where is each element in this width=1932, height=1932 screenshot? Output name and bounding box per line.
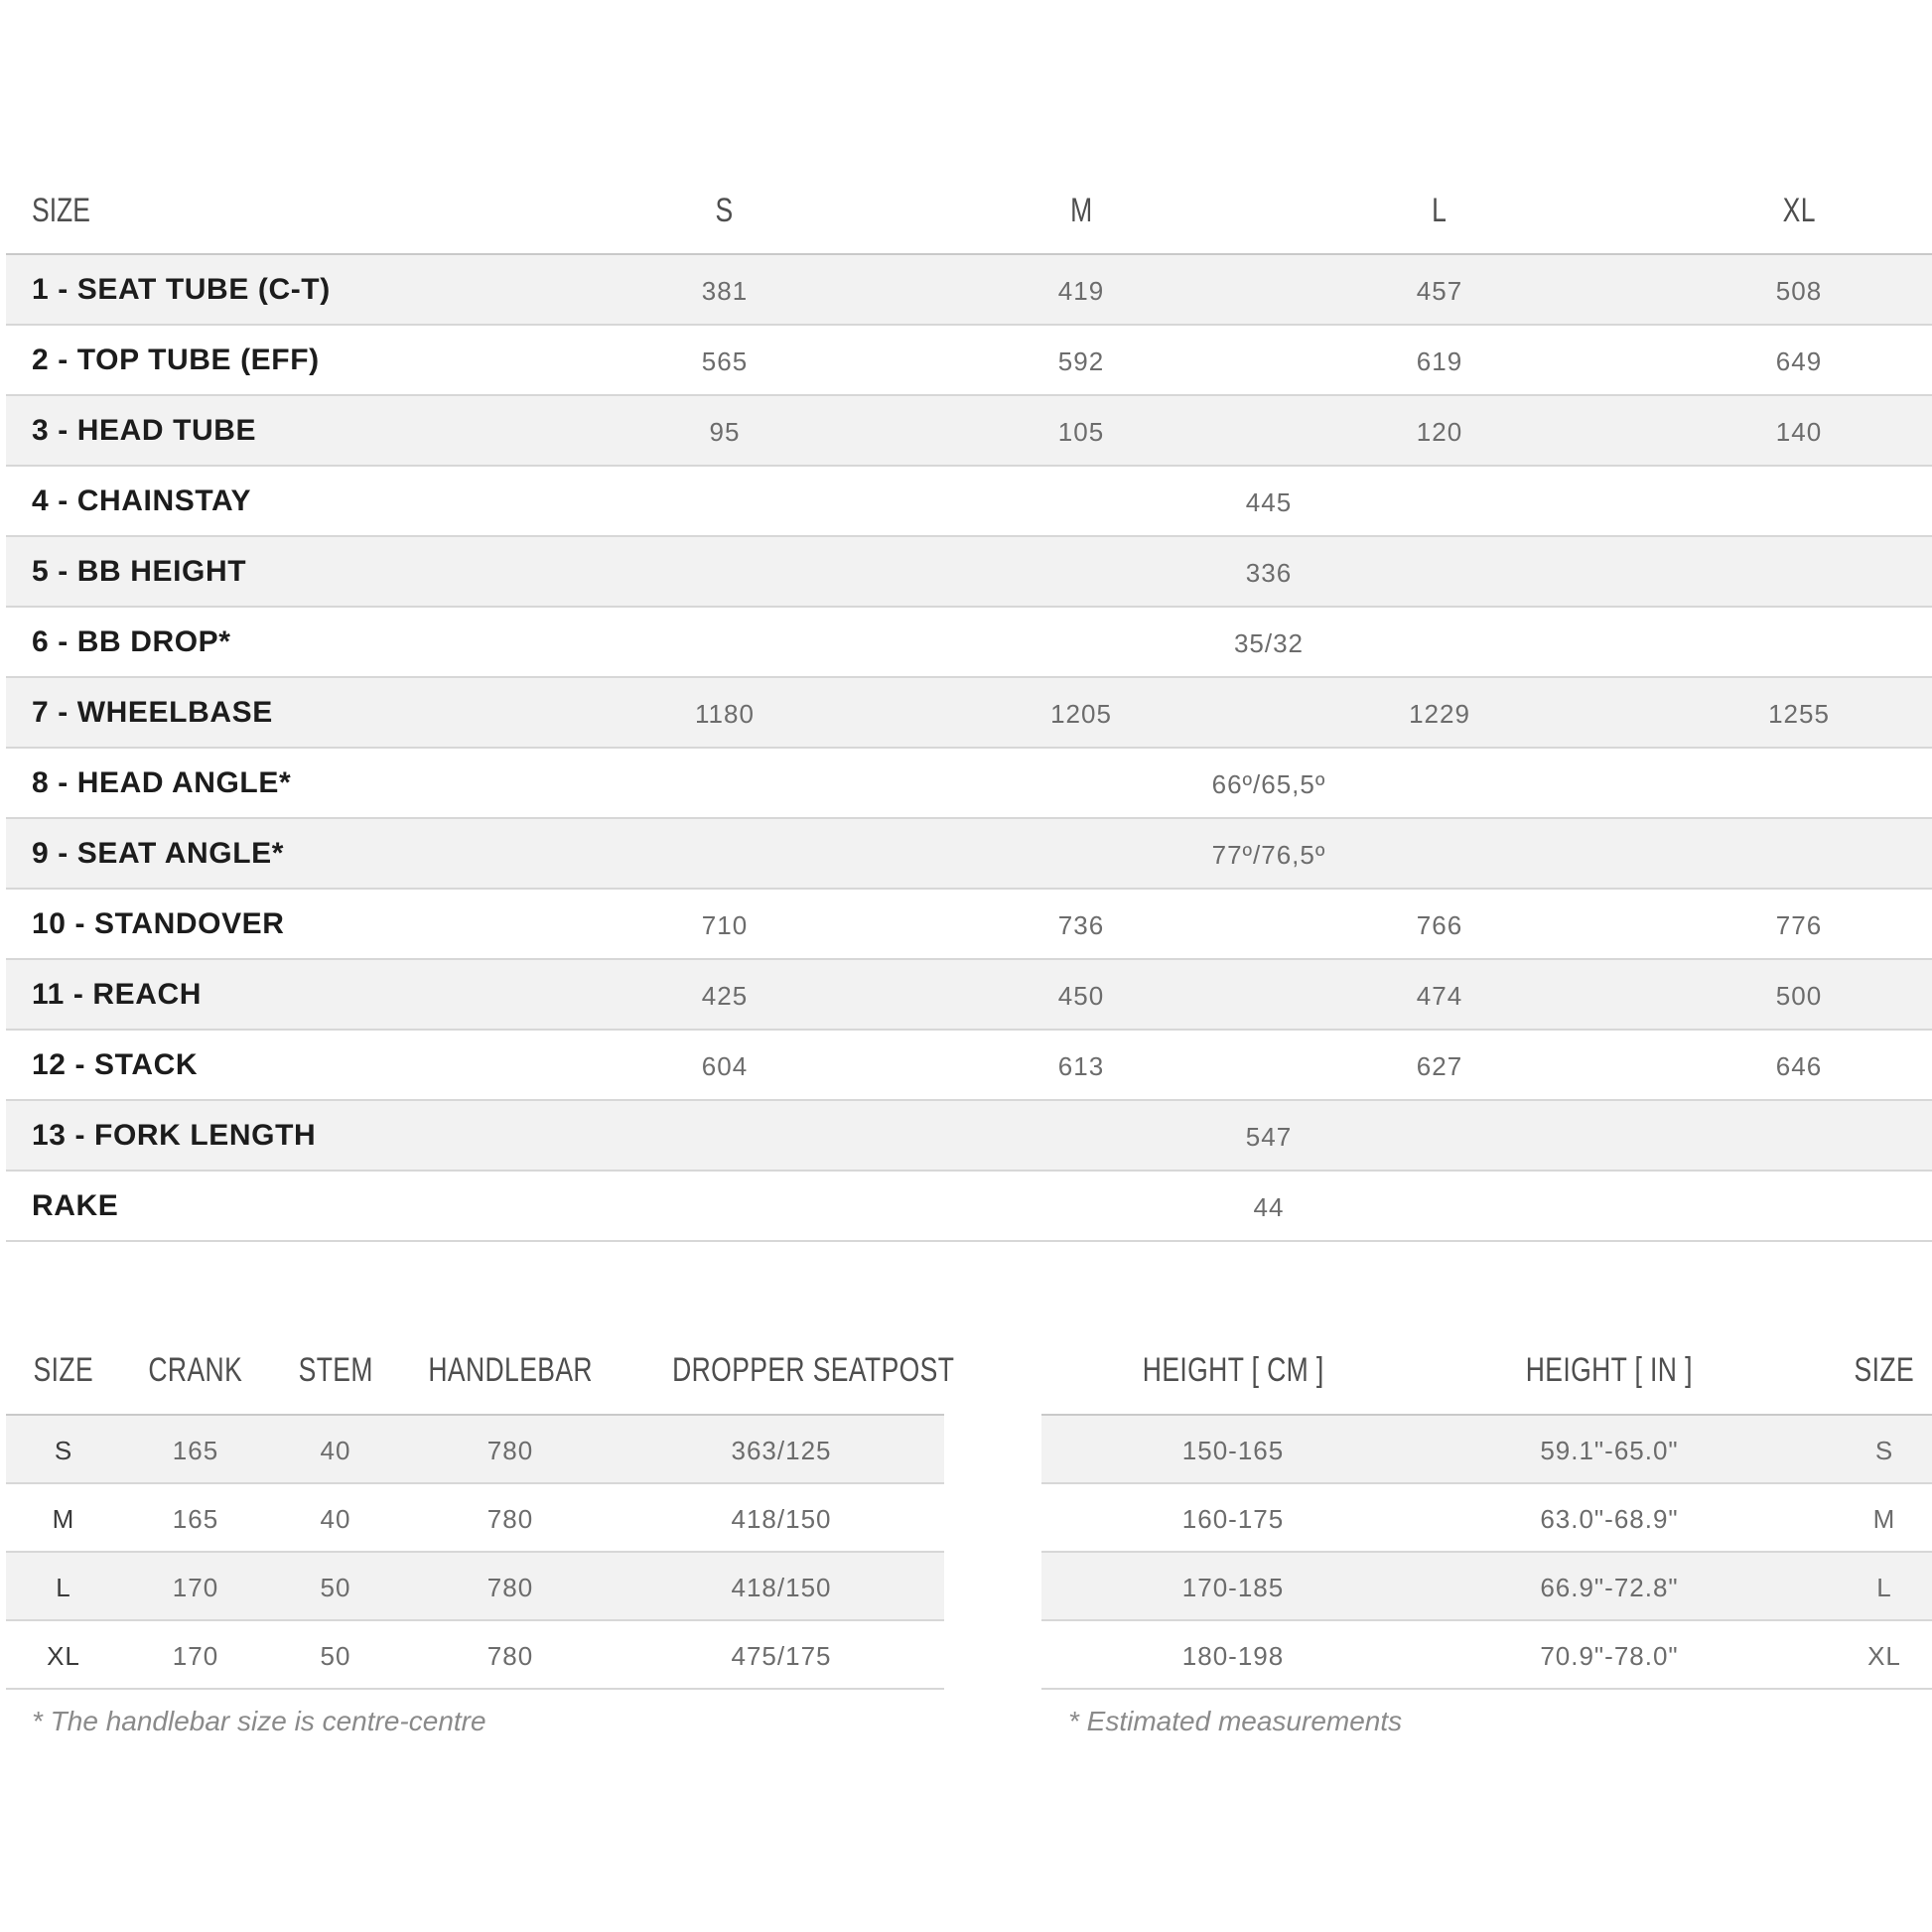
geometry-cell: 619 — [1416, 346, 1463, 376]
geometry-cell-all-sizes: 77º/76,5º — [1211, 840, 1326, 870]
geometry-cell: 604 — [701, 1051, 749, 1081]
geometry-row — [6, 467, 1932, 537]
components-size-cell: M — [52, 1504, 75, 1534]
components-row — [6, 1416, 944, 1484]
geometry-row — [6, 819, 1932, 890]
geometry-cell-all-sizes: 35/32 — [1233, 628, 1305, 658]
components-cell: 780 — [486, 1573, 534, 1602]
geometry-row — [6, 1101, 1932, 1172]
components-cell: 165 — [172, 1436, 219, 1465]
components-header-handlebar: HANDLEBAR — [428, 1351, 593, 1389]
geometry-row-label: 12 - STACK — [32, 1048, 199, 1081]
geometry-cell: 766 — [1416, 910, 1463, 940]
components-cell: 40 — [320, 1504, 351, 1534]
rider-header-height-cm: HEIGHT [ CM ] — [1142, 1351, 1324, 1389]
components-cell: 475/175 — [731, 1641, 832, 1671]
rider-row — [1041, 1416, 1932, 1484]
components-cell: 50 — [320, 1573, 351, 1602]
geometry-cell: 381 — [701, 276, 749, 306]
geometry-row — [6, 396, 1932, 467]
rider-height-cell: 160-175 — [1181, 1504, 1285, 1534]
geometry-cell: 1205 — [1050, 699, 1112, 729]
rider-header-size: SIZE — [1854, 1351, 1915, 1389]
geometry-cell-all-sizes: 336 — [1245, 558, 1293, 588]
geometry-cell: 140 — [1775, 417, 1823, 447]
components-cell: 170 — [172, 1641, 219, 1671]
components-row — [6, 1553, 944, 1621]
geometry-cell-all-sizes: 66º/65,5º — [1211, 769, 1326, 799]
geometry-row — [6, 537, 1932, 608]
rider-height-cell: 59.1"-65.0" — [1540, 1436, 1679, 1465]
geometry-cell-all-sizes: 445 — [1245, 487, 1293, 517]
rider-header-row — [1041, 1335, 1932, 1416]
geometry-row — [6, 960, 1932, 1031]
geometry-row-label: 3 - HEAD TUBE — [32, 414, 257, 447]
geometry-row-label: 6 - BB DROP* — [32, 625, 231, 658]
geometry-cell: 419 — [1057, 276, 1105, 306]
geometry-cell: 105 — [1057, 417, 1105, 447]
geometry-cell-all-sizes: 547 — [1245, 1122, 1293, 1152]
components-cell: 50 — [320, 1641, 351, 1671]
rider-size-cell: XL — [1867, 1641, 1901, 1671]
rider-header-height-in: HEIGHT [ IN ] — [1525, 1351, 1694, 1389]
geometry-row — [6, 749, 1932, 819]
components-cell: 363/125 — [731, 1436, 832, 1465]
components-cell: 418/150 — [731, 1573, 832, 1602]
rider-height-cell: 63.0"-68.9" — [1540, 1504, 1679, 1534]
components-row — [6, 1621, 944, 1690]
components-cell: 418/150 — [731, 1504, 832, 1534]
components-size-cell: XL — [47, 1641, 80, 1671]
components-cell: 165 — [172, 1504, 219, 1534]
geometry-cell: 736 — [1057, 910, 1105, 940]
geometry-row-label: 10 - STANDOVER — [32, 907, 285, 940]
components-header-dropper: DROPPER SEATPOST — [672, 1351, 955, 1389]
geometry-row-label: 4 - CHAINSTAY — [32, 484, 252, 517]
geometry-row — [6, 678, 1932, 749]
header-size-m: M — [1069, 192, 1093, 229]
components-cell: 40 — [320, 1436, 351, 1465]
geometry-cell: 508 — [1775, 276, 1823, 306]
geometry-row — [6, 255, 1932, 326]
geometry-row — [6, 326, 1932, 396]
rider-size-cell: S — [1874, 1436, 1894, 1465]
geometry-row-label: 2 - TOP TUBE (EFF) — [32, 344, 320, 376]
geometry-cell: 565 — [701, 346, 749, 376]
components-header-row — [6, 1335, 955, 1416]
rider-height-cell: 70.9"-78.0" — [1540, 1641, 1679, 1671]
header-size-xl: XL — [1782, 192, 1816, 229]
rider-size-table — [1041, 1335, 1932, 1690]
geometry-cell: 120 — [1416, 417, 1463, 447]
geometry-row-label: 8 - HEAD ANGLE* — [32, 766, 292, 799]
rider-row — [1041, 1484, 1932, 1553]
components-cell: 780 — [486, 1436, 534, 1465]
components-cell: 170 — [172, 1573, 219, 1602]
header-size-s: S — [715, 192, 735, 229]
geometry-row — [6, 890, 1932, 960]
geometry-row-label: 7 - WHEELBASE — [32, 696, 273, 729]
rider-height-cell: 66.9"-72.8" — [1540, 1573, 1679, 1602]
components-footnote: * The handlebar size is centre-centre — [32, 1706, 486, 1736]
geometry-row — [6, 1031, 1932, 1101]
geometry-cell: 776 — [1775, 910, 1823, 940]
header-size-label: SIZE — [32, 192, 90, 229]
rider-height-cell: 170-185 — [1181, 1573, 1285, 1602]
geometry-cell: 425 — [701, 981, 749, 1011]
components-header-crank: CRANK — [148, 1351, 243, 1389]
rider-row — [1041, 1553, 1932, 1621]
rider-size-cell: M — [1872, 1504, 1896, 1534]
geometry-cell: 627 — [1416, 1051, 1463, 1081]
geometry-header-row — [6, 174, 1932, 255]
geometry-cell-all-sizes: 44 — [1253, 1192, 1285, 1222]
components-cell: 780 — [486, 1504, 534, 1534]
components-row — [6, 1484, 944, 1553]
components-size-cell: L — [56, 1573, 71, 1602]
geometry-cell: 457 — [1416, 276, 1463, 306]
geometry-cell: 649 — [1775, 346, 1823, 376]
geometry-cell: 95 — [709, 417, 741, 447]
rider-row — [1041, 1621, 1932, 1690]
geometry-row-label: 5 - BB HEIGHT — [32, 555, 247, 588]
geometry-row-label: RAKE — [32, 1189, 119, 1222]
geometry-row-label: 13 - FORK LENGTH — [32, 1119, 317, 1152]
geometry-row-label: 9 - SEAT ANGLE* — [32, 837, 285, 870]
components-header-size: SIZE — [33, 1351, 94, 1389]
rider-footnote: * Estimated measurements — [1068, 1706, 1403, 1736]
rider-height-cell: 150-165 — [1181, 1436, 1285, 1465]
geometry-row-label: 11 - REACH — [32, 978, 203, 1011]
components-size-cell: S — [54, 1436, 73, 1465]
geometry-cell: 1229 — [1409, 699, 1470, 729]
components-cell: 780 — [486, 1641, 534, 1671]
geometry-row — [6, 608, 1932, 678]
components-header-stem: STEM — [298, 1351, 373, 1389]
geometry-row — [6, 1172, 1932, 1242]
geometry-cell: 710 — [701, 910, 749, 940]
geometry-cell: 1255 — [1768, 699, 1830, 729]
geometry-cell: 1180 — [695, 699, 755, 729]
geometry-cell: 474 — [1416, 981, 1463, 1011]
header-size-l: L — [1432, 192, 1448, 229]
geometry-cell: 500 — [1775, 981, 1823, 1011]
geometry-cell: 613 — [1057, 1051, 1105, 1081]
rider-size-cell: L — [1876, 1573, 1892, 1602]
geometry-cell: 592 — [1057, 346, 1105, 376]
components-table — [6, 1335, 955, 1690]
geometry-cell: 646 — [1775, 1051, 1823, 1081]
geometry-cell: 450 — [1057, 981, 1105, 1011]
rider-height-cell: 180-198 — [1181, 1641, 1285, 1671]
geometry-row-label: 1 - SEAT TUBE (C-T) — [32, 273, 331, 306]
geometry-table — [6, 174, 1932, 1242]
